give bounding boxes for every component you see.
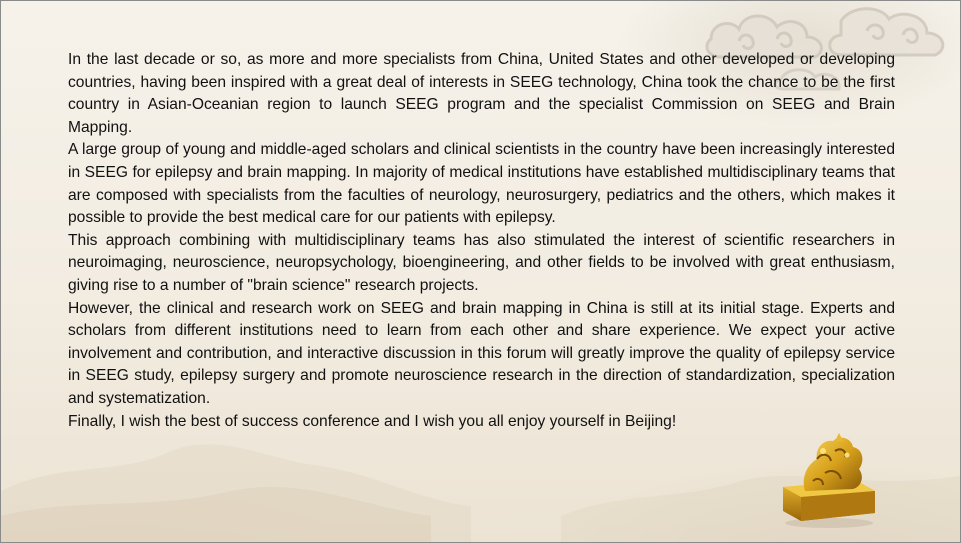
paragraph-1: In the last decade or so, as more and more specialists from China, United States and other developed or developing countries, having been inspired with a great deal of interests in SEEG technology, China took the chance to be the first country in Asian-Oceanian region to launch SEEG program and the specialist Commission on SEEG and Brain Mapping. bbox=[68, 51, 895, 136]
paragraph-2: A large group of young and middle-aged scholars and clinical scientists in the country have been increasingly interested in SEEG for epilepsy and brain mapping. In majority of medical institutions have established multidisciplinary teams that are composed with specialists from the faculties of neurology, neurosurgery, pediatrics and the others, which makes it possible to provide the best medical care for our patients with epilepsy. bbox=[68, 141, 895, 227]
paragraph-5: Finally, I wish the best of success conference and I wish you all enjoy yourself in Beijing! bbox=[68, 412, 677, 430]
golden-seal-icon bbox=[777, 429, 881, 529]
paragraph-3: This approach combining with multidisciplinary teams has also stimulated the interest of scientific researchers in neuroimaging, neuroscience, neuropsychology, bioengineering, and other fields to be involved with great enthusiasm, giving rise to a number of "brain science" research projects. bbox=[68, 231, 895, 294]
message-body bbox=[68, 49, 895, 433]
paragraph-4: However, the clinical and research work on SEEG and brain mapping in China is still at its initial stage. Experts and scholars from different institutions need to learn from each other and share experience. We expect your active involvement and contribution, and interactive discussion in this forum will greatly improve the quality of epilepsy service in SEEG study, epilepsy surgery and promote neuroscience research in the direction of standardization, specialization and systematization. bbox=[68, 299, 895, 407]
